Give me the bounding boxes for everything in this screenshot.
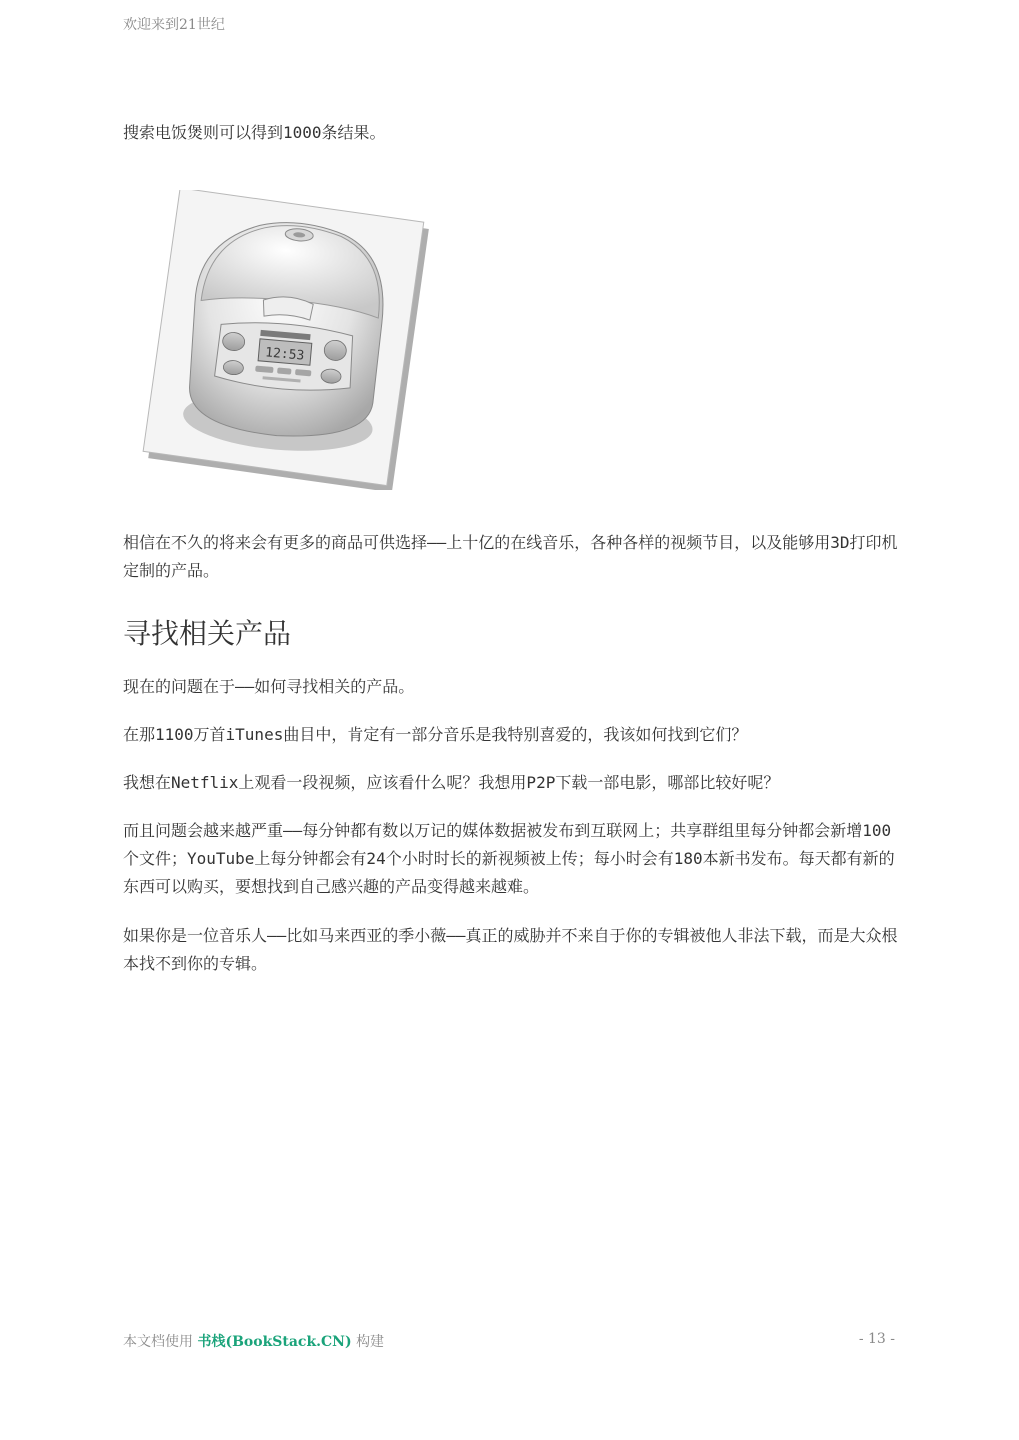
display-reading: 12:53	[264, 345, 305, 364]
footer-suffix: 构建	[356, 1334, 385, 1350]
rice-cooker-photo	[140, 190, 430, 490]
paragraph-growing-problem: 而且问题会越来越严重——每分钟都有数以万记的媒体数据被发布到互联网上；共享群组里每分钟都会新增100个文件；YouTube上每分钟都会有24个小时时长的新视频被上传；每小时会有180本新书发布。每天都有新的东西可以购买，要想找到自己感兴趣的产品变得越来越难。	[123, 821, 895, 896]
paragraph-more-products: 相信在不久的将来会有更多的商品可供选择——上十亿的在线音乐，各种各样的视频节目，以及能够用3D打印机定制的产品。	[123, 533, 898, 580]
paragraph-problem: 现在的问题在于——如何寻找相关的产品。	[123, 677, 415, 696]
paragraph-itunes: 在那1100万首iTunes曲目中，肯定有一部分音乐是我特别喜爱的，我该如何找到它们？	[123, 725, 748, 744]
paragraph-netflix: 我想在Netflix上观看一段视频，应该看什么呢？我想用P2P下载一部电影，哪部比较好呢？	[123, 773, 780, 792]
footer-prefix: 本文档使用	[123, 1334, 193, 1350]
footer-brand-link[interactable]: 书栈(BookStack.CN)	[197, 1334, 352, 1350]
page-footer	[123, 1331, 384, 1351]
section-heading: 寻找相关产品	[123, 617, 292, 650]
paragraph-musician: 如果你是一位音乐人——比如马来西亚的季小薇——真正的威胁并不来自于你的专辑被他人非法下载，而是大众根本找不到你的专辑。	[123, 926, 898, 973]
page-number: - 13 -	[858, 1331, 895, 1347]
running-header: 欢迎来到21世纪	[123, 17, 225, 33]
paragraph-search-results: 搜索电饭煲则可以得到1000条结果。	[123, 123, 386, 142]
